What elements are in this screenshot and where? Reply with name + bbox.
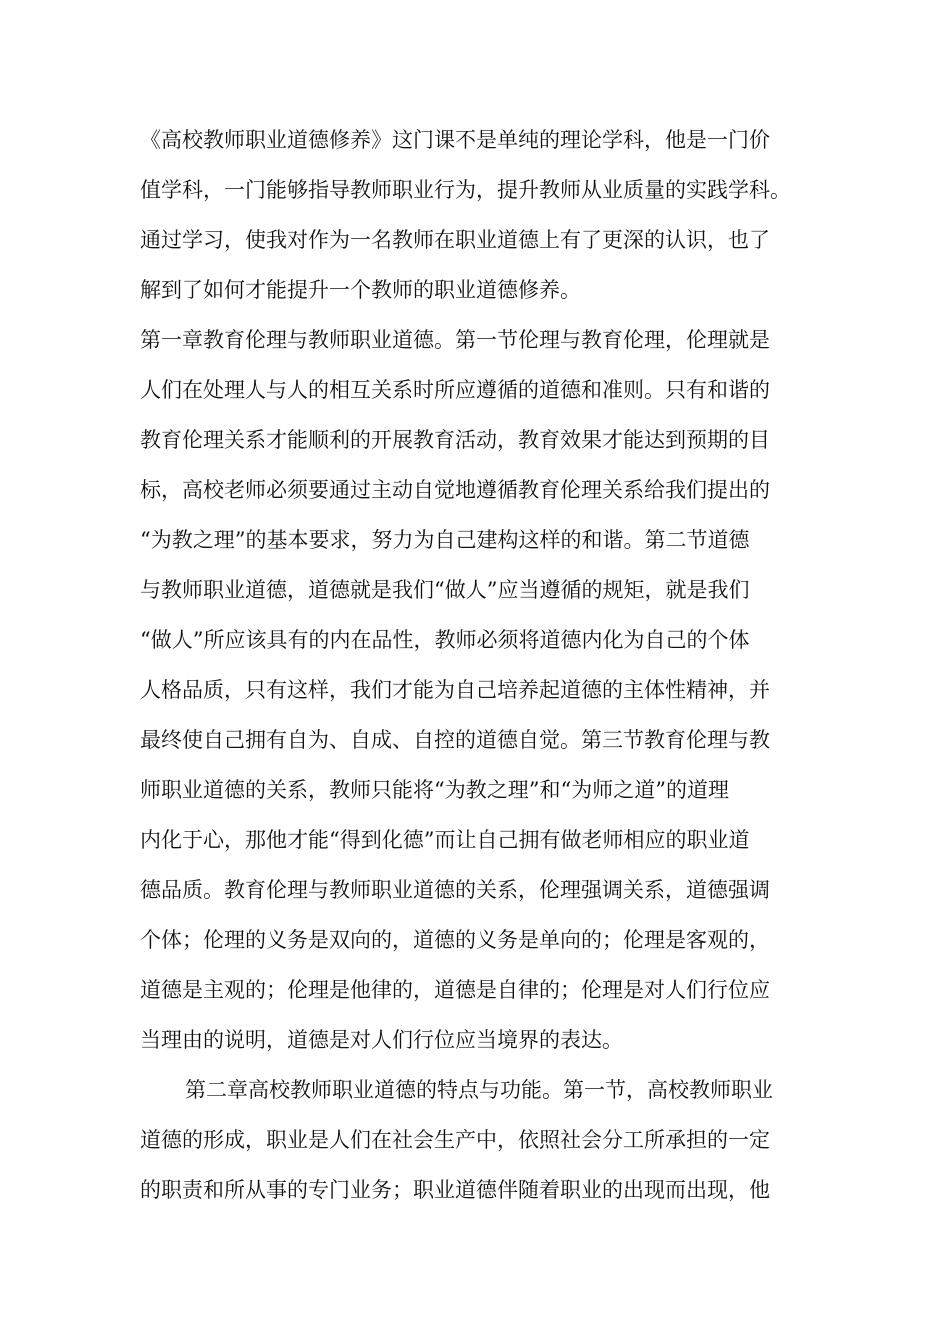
text-line: 与教师职业道德，道德就是我们“做人”应当遵循的规矩，就是我们 xyxy=(140,578,750,602)
text-line: 人格品质，只有这样，我们才能为自己培养起道德的主体性精神，并 xyxy=(140,678,770,702)
text-line: 道德的形成，职业是人们在社会生产中，依照社会分工所承担的一定 xyxy=(140,1128,770,1152)
text-line: “做人”所应该具有的内在品性，教师必须将道德内化为自己的个体 xyxy=(140,628,750,652)
text-line: 第二章高校教师职业道德的特点与功能。第一节，高校教师职业 xyxy=(185,1078,773,1102)
text-line: 标，高校老师必须要通过主动自觉地遵循教育伦理关系给我们提出的 xyxy=(140,478,770,502)
text-line: 第一章教育伦理与教师职业道德。第一节伦理与教育伦理，伦理就是 xyxy=(140,328,770,352)
text-line: “为教之理”的基本要求，努力为自己建构这样的和谐。第二节道德 xyxy=(140,528,750,552)
text-line: 内化于心，那他才能“得到化德”而让自己拥有做老师相应的职业道 xyxy=(140,828,750,852)
text-line: 《高校教师职业道德修养》这门课不是单纯的理论学科，他是一门价 xyxy=(140,128,770,152)
text-line: 通过学习，使我对作为一名教师在职业道德上有了更深的认识，也了 xyxy=(140,228,770,252)
text-line: 人们在处理人与人的相互关系时所应遵循的道德和准则。只有和谐的 xyxy=(140,378,770,402)
text-line: 当理由的说明，道德是对人们行位应当境界的表达。 xyxy=(140,1028,623,1052)
text-line: 值学科，一门能够指导教师职业行为，提升教师从业质量的实践学科。 xyxy=(140,178,791,202)
text-line: 德品质。教育伦理与教师职业道德的关系，伦理强调关系，道德强调 xyxy=(140,878,770,902)
text-line: 最终使自己拥有自为、自成、自控的道德自觉。第三节教育伦理与教 xyxy=(140,728,770,752)
text-line: 师职业道德的关系，教师只能将“为教之理”和“为师之道”的道理 xyxy=(140,778,729,802)
text-line: 解到了如何才能提升一个教师的职业道德修养。 xyxy=(140,278,581,302)
text-line: 个体；伦理的义务是双向的，道德的义务是单向的；伦理是客观的， xyxy=(140,928,770,952)
text-line: 的职责和所从事的专门业务；职业道德伴随着职业的出现而出现，他 xyxy=(140,1178,770,1202)
text-line: 教育伦理关系才能顺利的开展教育活动，教育效果才能达到预期的目 xyxy=(140,428,770,452)
text-line: 道德是主观的；伦理是他律的，道德是自律的；伦理是对人们行位应 xyxy=(140,978,770,1002)
